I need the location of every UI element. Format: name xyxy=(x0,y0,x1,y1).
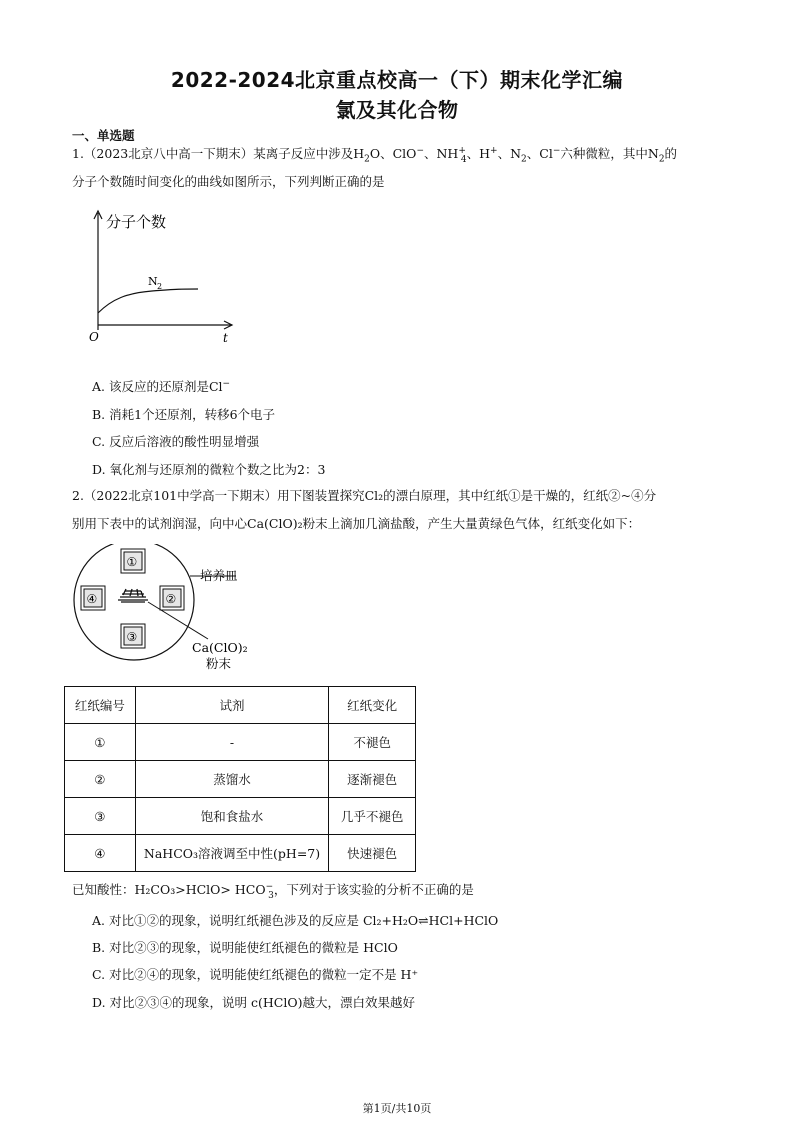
petri-dish-diagram xyxy=(68,544,268,674)
section-heading: 一、单选题 xyxy=(72,128,135,143)
q1-option-d[interactable]: D. 氧化剂与还原剂的微粒个数之比为2：3 xyxy=(92,462,326,477)
cell-change: 几乎不褪色 xyxy=(329,798,416,835)
header-paper-change: 红纸变化 xyxy=(329,687,416,724)
q2-option-a[interactable]: A. 对比①②的现象，说明红纸褪色涉及的反应是 Cl₂+H₂O⇌HCl+HClO xyxy=(92,913,499,928)
table-header-row xyxy=(65,687,416,724)
header-paper-number: 红纸编号 xyxy=(65,687,136,724)
curve-label-sub: 2 xyxy=(157,282,163,291)
q1-option-a[interactable]: A. 该反应的还原剂是Cl− xyxy=(92,378,231,394)
q1-line1: 1.（2023北京八中高一下期末）某离子反应中涉及$H_2O$、ClO−、$NH^+_4$、H+、$N_2$、Cl−六种微粒，其中$N_2$的 xyxy=(72,145,678,165)
cell-reagent: 蒸馏水 xyxy=(135,761,328,798)
origin-label: O xyxy=(89,330,99,344)
cell-reagent: - xyxy=(135,724,328,761)
n2-curve xyxy=(98,289,198,313)
header-reagent: 试剂 xyxy=(135,687,328,724)
y-axis-label: 分子个数 xyxy=(106,213,167,231)
cell-change: 快速褪色 xyxy=(329,835,416,872)
q1-option-b[interactable]: B. 消耗1个还原剂，转移6个电子 xyxy=(92,407,276,422)
cell-number: ① xyxy=(65,724,136,761)
cell-number: ④ xyxy=(65,835,136,872)
q1-option-c[interactable]: C. 反应后溶液的酸性明显增强 xyxy=(92,434,260,449)
powder-label-formula: Ca(ClO)₂ xyxy=(192,640,248,655)
q1-line2: 分子个数随时间变化的曲线如图所示，下列判断正确的是 xyxy=(72,174,385,189)
acidity-line: 已知酸性：H₂CO₃>HClO> $HCO^-_3$，下列对于该实验的分析不正确的是 xyxy=(72,881,474,901)
powder-pile xyxy=(118,589,148,602)
q2-option-c[interactable]: C. 对比②④的现象，说明能使红纸褪色的微粒一定不是 H⁺ xyxy=(92,967,419,982)
cell-number: ② xyxy=(65,761,136,798)
page-footer: 第1页/共10页 xyxy=(362,1102,432,1115)
n2-curve-chart xyxy=(82,205,252,345)
page-subtitle: 氯及其化合物 xyxy=(335,98,459,122)
x-axis-label: t xyxy=(223,331,228,345)
page-title: 2022-2024北京重点校高一（下）期末化学汇编 xyxy=(170,68,624,92)
paper-3-label: ③ xyxy=(126,630,138,644)
q2-option-b[interactable]: B. 对比②③的现象，说明能使红纸褪色的微粒是 HClO xyxy=(92,940,398,955)
table-row xyxy=(65,835,416,872)
powder-leader-line xyxy=(148,602,208,639)
cell-change: 逐渐褪色 xyxy=(329,761,416,798)
q2-line1: 2.（2022北京101中学高一下期末）用下图装置探究Cl₂的漂白原理，其中红纸①是干燥的，红纸②~④分 xyxy=(72,488,657,503)
cell-number: ③ xyxy=(65,798,136,835)
paper-1-label: ① xyxy=(126,555,138,569)
table-row xyxy=(65,761,416,798)
reagent-table xyxy=(64,686,416,872)
cell-change: 不褪色 xyxy=(329,724,416,761)
cell-reagent: NaHCO₃溶液调至中性(pH=7) xyxy=(135,835,328,872)
paper-4-label: ④ xyxy=(86,592,98,606)
table-row xyxy=(65,724,416,761)
table-row xyxy=(65,798,416,835)
curve-label: N xyxy=(148,275,158,288)
powder-label-text: 粉末 xyxy=(206,656,232,671)
dish-label: 培养皿 xyxy=(200,568,238,583)
paper-2-label: ② xyxy=(165,592,177,606)
q2-option-d[interactable]: D. 对比②③④的现象，说明 c(HClO)越大，漂白效果越好 xyxy=(92,995,415,1010)
cell-reagent: 饱和食盐水 xyxy=(135,798,328,835)
q2-line2: 别用下表中的试剂润湿，向中心Ca(ClO)₂粉末上滴加几滴盐酸，产生大量黄绿色气体，红纸变化如下： xyxy=(72,516,641,531)
